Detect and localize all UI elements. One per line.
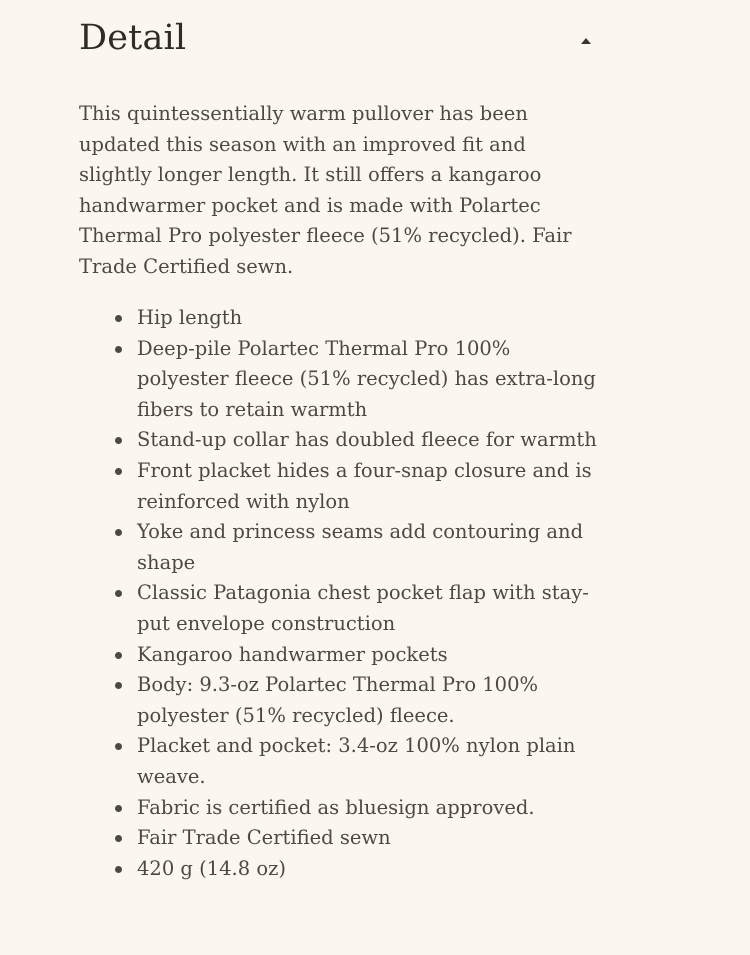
feature-item: Deep-pile Polartec Thermal Pro 100% polyester fleece (51% recycled) has extra-long fibers to retain warmth bbox=[137, 334, 607, 426]
caret-up-icon[interactable] bbox=[579, 36, 593, 46]
feature-item: Classic Patagonia chest pocket flap with stay-put envelope construction bbox=[137, 578, 607, 639]
feature-item: Placket and pocket: 3.4-oz 100% nylon plain weave. bbox=[137, 731, 607, 792]
feature-item: Body: 9.3-oz Polartec Thermal Pro 100% polyester (51% recycled) fleece. bbox=[137, 670, 607, 731]
detail-accordion-header[interactable] bbox=[79, 12, 599, 70]
feature-item: Fabric is certified as bluesign approved. bbox=[137, 793, 607, 824]
feature-item: 420 g (14.8 oz) bbox=[137, 854, 607, 885]
feature-item: Fair Trade Certified sewn bbox=[137, 823, 607, 854]
detail-title: Detail bbox=[79, 18, 187, 58]
feature-list bbox=[137, 303, 607, 884]
feature-item: Hip length bbox=[137, 303, 607, 334]
product-description: This quintessentially warm pullover has been updated this season with an improved fit and slightly longer length. It still offers a kangaroo handwarmer pocket and is made with Polartec Thermal Pro polyester fleece (51% recycled). Fair Trade Certified sewn. bbox=[79, 102, 572, 278]
feature-item: Front placket hides a four-snap closure and is reinforced with nylon bbox=[137, 456, 607, 517]
feature-item: Stand-up collar has doubled fleece for warmth bbox=[137, 425, 607, 456]
feature-item: Yoke and princess seams add contouring and shape bbox=[137, 517, 607, 578]
feature-item: Kangaroo handwarmer pockets bbox=[137, 640, 607, 671]
